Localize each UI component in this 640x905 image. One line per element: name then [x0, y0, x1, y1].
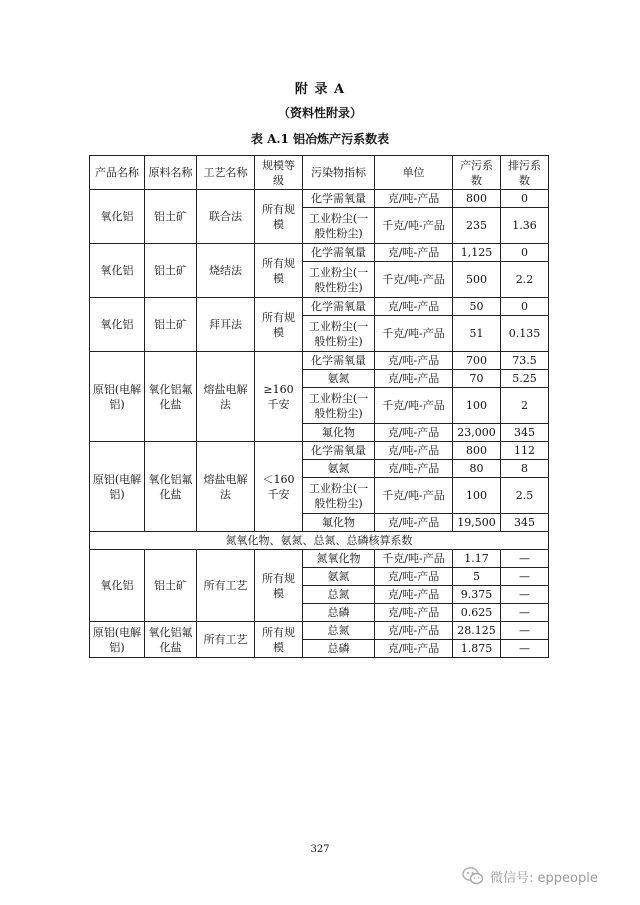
unit-cell: 千克/吨-产品 — [375, 262, 453, 298]
pollutant-cell: 氨氮 — [303, 460, 375, 478]
pollutant-cell: 工业粉尘(一般性粉尘) — [303, 262, 375, 298]
column-header: 产污系数 — [453, 156, 501, 190]
process-name-cell: 熔盐电解法 — [197, 352, 255, 442]
product-name-cell: 原铝(电解铝) — [90, 352, 145, 442]
scale-level-cell: ≥160 千安 — [255, 352, 303, 442]
material-name-cell: 铝土矿 — [145, 190, 197, 244]
watermark-text: 微信号: eppeople — [490, 870, 598, 886]
pollutant-cell: 氨氮 — [303, 370, 375, 388]
production-coefficient-cell: 70 — [453, 370, 501, 388]
unit-cell: 克/吨-产品 — [375, 442, 453, 460]
product-name-cell: 原铝(电解铝) — [90, 442, 145, 532]
pollution-coefficient-table — [89, 155, 549, 658]
production-coefficient-cell: 19,500 — [453, 514, 501, 532]
unit-cell: 克/吨-产品 — [375, 640, 453, 658]
discharge-coefficient-cell: — — [501, 568, 549, 586]
discharge-coefficient-cell: 345 — [501, 424, 549, 442]
production-coefficient-cell: 28.125 — [453, 622, 501, 640]
column-header: 单位 — [375, 156, 453, 190]
appendix-title: 附 录 A — [294, 82, 346, 97]
material-name-cell: 氧化铝氟化盐 — [145, 622, 197, 658]
column-header: 原料名称 — [145, 156, 197, 190]
discharge-coefficient-cell: 2.5 — [501, 478, 549, 514]
production-coefficient-cell: 0.625 — [453, 604, 501, 622]
product-name-cell: 氧化铝 — [90, 550, 145, 622]
discharge-coefficient-cell: 112 — [501, 442, 549, 460]
material-name-cell: 铝土矿 — [145, 298, 197, 352]
pollutant-cell: 化学需氧量 — [303, 244, 375, 262]
process-name-cell: 所有工艺 — [197, 550, 255, 622]
discharge-coefficient-cell: 8 — [501, 460, 549, 478]
pollutant-cell: 化学需氧量 — [303, 190, 375, 208]
production-coefficient-cell: 80 — [453, 460, 501, 478]
production-coefficient-cell: 800 — [453, 190, 501, 208]
material-name-cell: 氧化铝氟化盐 — [145, 442, 197, 532]
production-coefficient-cell: 500 — [453, 262, 501, 298]
pollutant-cell: 工业粉尘(一般性粉尘) — [303, 316, 375, 352]
pollutant-cell: 化学需氧量 — [303, 442, 375, 460]
discharge-coefficient-cell: 73.5 — [501, 352, 549, 370]
unit-cell: 克/吨-产品 — [375, 424, 453, 442]
discharge-coefficient-cell: — — [501, 604, 549, 622]
unit-cell: 克/吨-产品 — [375, 586, 453, 604]
table-row — [90, 622, 549, 640]
pollutant-cell: 总氮 — [303, 622, 375, 640]
production-coefficient-cell: 1.875 — [453, 640, 501, 658]
product-name-cell: 氧化铝 — [90, 298, 145, 352]
production-coefficient-cell: 100 — [453, 388, 501, 424]
pollutant-cell: 总氮 — [303, 586, 375, 604]
table-row — [90, 442, 549, 460]
unit-cell: 克/吨-产品 — [375, 244, 453, 262]
scale-level-cell: ＜160 千安 — [255, 442, 303, 532]
column-header: 产品名称 — [90, 156, 145, 190]
unit-cell: 克/吨-产品 — [375, 352, 453, 370]
pollutant-cell: 氟化物 — [303, 514, 375, 532]
unit-cell: 克/吨-产品 — [375, 514, 453, 532]
discharge-coefficient-cell: — — [501, 550, 549, 568]
process-name-cell: 所有工艺 — [197, 622, 255, 658]
pollutant-cell: 氟化物 — [303, 424, 375, 442]
production-coefficient-cell: 700 — [453, 352, 501, 370]
scale-level-cell: 所有规模 — [255, 622, 303, 658]
table-row — [90, 244, 549, 262]
discharge-coefficient-cell: 0 — [501, 190, 549, 208]
production-coefficient-cell: 100 — [453, 478, 501, 514]
process-name-cell: 熔盐电解法 — [197, 442, 255, 532]
column-header: 排污系数 — [501, 156, 549, 190]
header-row — [90, 156, 549, 190]
production-coefficient-cell: 235 — [453, 208, 501, 244]
material-name-cell: 铝土矿 — [145, 244, 197, 298]
page-number: 327 — [310, 844, 330, 855]
table-row — [90, 298, 549, 316]
unit-cell: 克/吨-产品 — [375, 460, 453, 478]
discharge-coefficient-cell: 2 — [501, 388, 549, 424]
unit-cell: 千克/吨-产品 — [375, 550, 453, 568]
unit-cell: 克/吨-产品 — [375, 604, 453, 622]
pollutant-cell: 总磷 — [303, 640, 375, 658]
process-name-cell: 拜耳法 — [197, 298, 255, 352]
column-header: 污染物指标 — [303, 156, 375, 190]
unit-cell: 千克/吨-产品 — [375, 316, 453, 352]
pollutant-cell: 总磷 — [303, 604, 375, 622]
product-name-cell: 氧化铝 — [90, 244, 145, 298]
unit-cell: 克/吨-产品 — [375, 370, 453, 388]
production-coefficient-cell: 9.375 — [453, 586, 501, 604]
production-coefficient-cell: 23,000 — [453, 424, 501, 442]
material-name-cell: 氧化铝氟化盐 — [145, 352, 197, 442]
discharge-coefficient-cell: — — [501, 622, 549, 640]
scale-level-cell: 所有规模 — [255, 244, 303, 298]
product-name-cell: 原铝(电解铝) — [90, 622, 145, 658]
production-coefficient-cell: 800 — [453, 442, 501, 460]
pollutant-cell: 工业粉尘(一般性粉尘) — [303, 388, 375, 424]
section-header-row — [90, 532, 549, 550]
column-header: 工艺名称 — [197, 156, 255, 190]
process-name-cell: 联合法 — [197, 190, 255, 244]
discharge-coefficient-cell: 0.135 — [501, 316, 549, 352]
pollutant-cell: 化学需氧量 — [303, 298, 375, 316]
wechat-icon — [462, 866, 484, 886]
discharge-coefficient-cell: — — [501, 640, 549, 658]
pollutant-cell: 氨氮 — [303, 568, 375, 586]
discharge-coefficient-cell: 0 — [501, 244, 549, 262]
discharge-coefficient-cell: 0 — [501, 298, 549, 316]
product-name-cell: 氧化铝 — [90, 190, 145, 244]
discharge-coefficient-cell: — — [501, 586, 549, 604]
table-row — [90, 352, 549, 370]
pollutant-cell: 工业粉尘(一般性粉尘) — [303, 208, 375, 244]
unit-cell: 克/吨-产品 — [375, 298, 453, 316]
production-coefficient-cell: 5 — [453, 568, 501, 586]
unit-cell: 克/吨-产品 — [375, 190, 453, 208]
pollutant-cell: 工业粉尘(一般性粉尘) — [303, 478, 375, 514]
appendix-note: （资料性附录） — [277, 106, 362, 120]
unit-cell: 克/吨-产品 — [375, 568, 453, 586]
unit-cell: 克/吨-产品 — [375, 622, 453, 640]
process-name-cell: 烧结法 — [197, 244, 255, 298]
material-name-cell: 铝土矿 — [145, 550, 197, 622]
unit-cell: 千克/吨-产品 — [375, 208, 453, 244]
production-coefficient-cell: 1.17 — [453, 550, 501, 568]
table-row — [90, 190, 549, 208]
pollutant-cell: 化学需氧量 — [303, 352, 375, 370]
production-coefficient-cell: 51 — [453, 316, 501, 352]
production-coefficient-cell: 1,125 — [453, 244, 501, 262]
discharge-coefficient-cell: 1.36 — [501, 208, 549, 244]
scale-level-cell: 所有规模 — [255, 298, 303, 352]
discharge-coefficient-cell: 2.2 — [501, 262, 549, 298]
scale-level-cell: 所有规模 — [255, 190, 303, 244]
discharge-coefficient-cell: 5.25 — [501, 370, 549, 388]
section-header-cell: 氮氧化物、氨氮、总氮、总磷核算系数 — [90, 532, 549, 550]
pollutant-cell: 氮氧化物 — [303, 550, 375, 568]
unit-cell: 千克/吨-产品 — [375, 388, 453, 424]
discharge-coefficient-cell: 345 — [501, 514, 549, 532]
scale-level-cell: 所有规模 — [255, 550, 303, 622]
column-header: 规模等级 — [255, 156, 303, 190]
table-title: 表 A.1 铝冶炼产污系数表 — [250, 132, 390, 146]
production-coefficient-cell: 50 — [453, 298, 501, 316]
table-row — [90, 550, 549, 568]
watermark — [462, 866, 598, 886]
unit-cell: 千克/吨-产品 — [375, 478, 453, 514]
